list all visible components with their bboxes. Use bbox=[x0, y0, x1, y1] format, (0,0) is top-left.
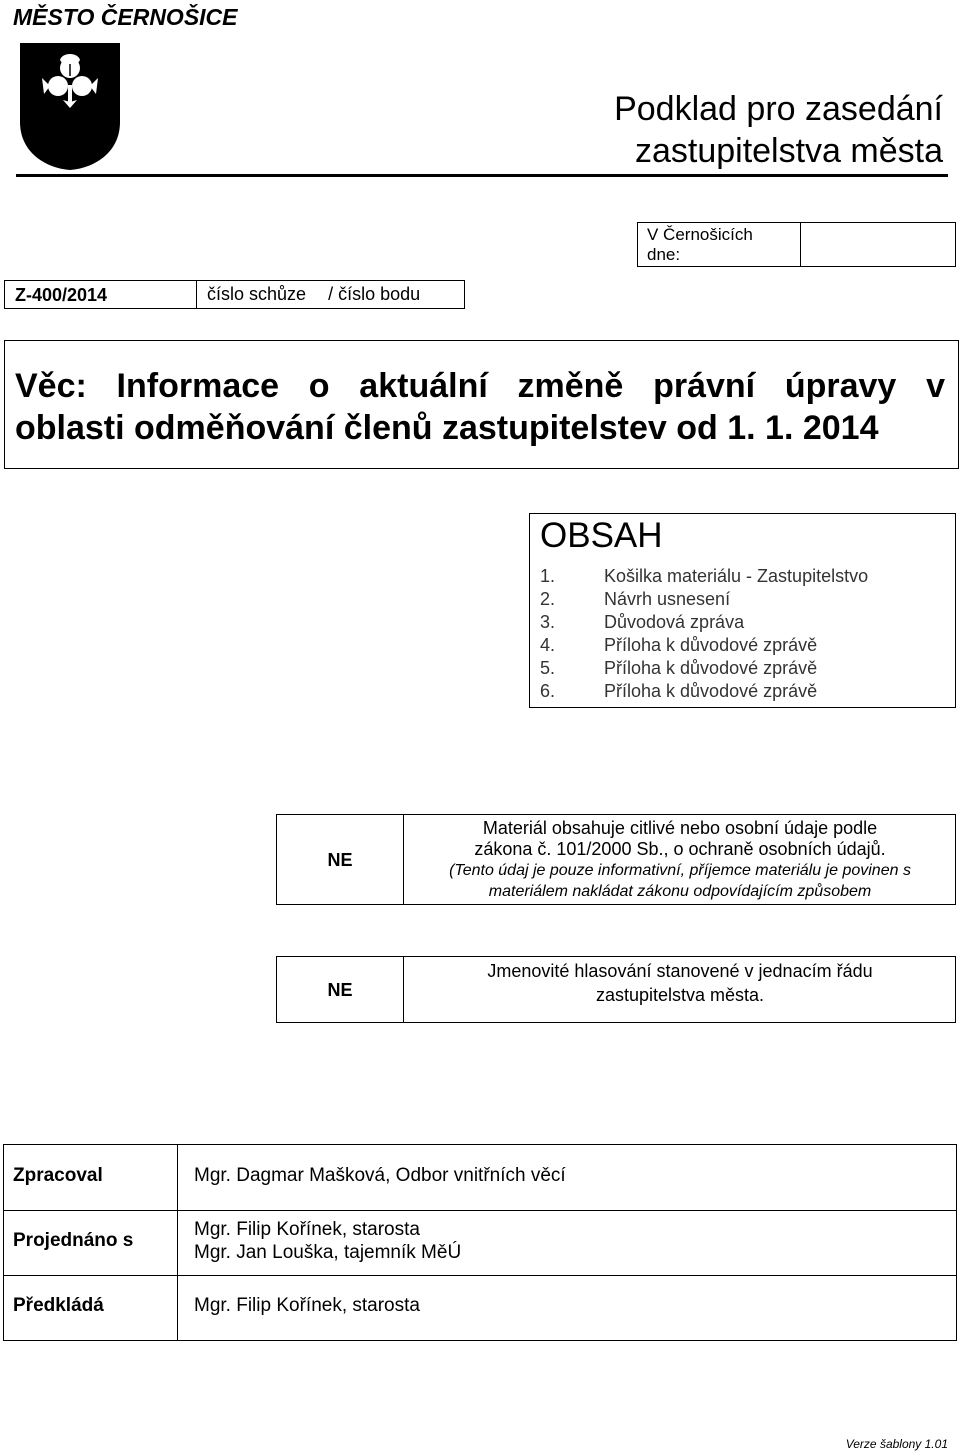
list-item-text: Příloha k důvodové zprávě bbox=[604, 658, 818, 678]
item-label: / číslo bodu bbox=[328, 284, 421, 304]
reference-label bbox=[207, 284, 420, 305]
row-value: Mgr. Filip Kořínek, starosta bbox=[194, 1219, 420, 1240]
coat-of-arms-logo bbox=[17, 40, 123, 172]
subject-text bbox=[15, 365, 945, 449]
date-label-line-2: dne: bbox=[647, 245, 681, 264]
personal-data-note-2: materiálem nakládat zákonu odpovídajícím způsobem bbox=[488, 883, 872, 900]
subject-box bbox=[4, 340, 959, 469]
contents-box bbox=[529, 513, 956, 708]
template-version: Verze šablony 1.01 bbox=[845, 1437, 948, 1451]
list-item-text: Košilka materiálu - Zastupitelstvo bbox=[604, 566, 869, 586]
header-rule bbox=[16, 174, 948, 177]
row-label-discussed-with: Projednáno s bbox=[13, 1230, 134, 1251]
list-item-text: Příloha k důvodové zprávě bbox=[604, 681, 818, 701]
reference-box bbox=[4, 280, 465, 309]
list-item bbox=[540, 658, 940, 680]
row-value: Mgr. Jan Louška, tajemník MěÚ bbox=[194, 1242, 462, 1263]
personal-data-line-1: Materiál obsahuje citlivé nebo osobní údaje podle bbox=[482, 818, 878, 838]
row-label-prepared-by: Zpracoval bbox=[13, 1165, 103, 1186]
meeting-label: číslo schůze bbox=[207, 284, 307, 304]
list-item-number: 5. bbox=[540, 658, 556, 678]
shamrock-icon bbox=[17, 40, 123, 172]
title-line-1: Podklad pro zasedání bbox=[614, 90, 943, 128]
table-row bbox=[4, 1275, 956, 1340]
contents-heading: OBSAH bbox=[540, 516, 663, 555]
named-vote-text bbox=[404, 959, 956, 1007]
row-value: Mgr. Filip Kořínek, starosta bbox=[194, 1295, 420, 1316]
list-item bbox=[540, 681, 940, 703]
date-divider bbox=[800, 223, 801, 266]
responsibility-table bbox=[3, 1144, 957, 1341]
named-vote-flag: NE bbox=[327, 980, 353, 1000]
list-item-text: Důvodová zpráva bbox=[604, 612, 745, 632]
row-value: Mgr. Dagmar Mašková, Odbor vnitřních věcí bbox=[194, 1165, 566, 1186]
meeting-number: Z-400/2014 bbox=[15, 285, 108, 305]
list-item bbox=[540, 566, 940, 588]
subject-line-2: oblasti odměňování členů zastupitelstev od 1. 1. 2014 bbox=[15, 409, 879, 447]
personal-data-line-2: zákona č. 101/2000 Sb., o ochraně osobních údajů. bbox=[474, 839, 886, 859]
contents-list bbox=[540, 566, 940, 706]
list-item-number: 4. bbox=[540, 635, 556, 655]
subject-line-1: Věc: Informace o aktuální změně právní úpravy v bbox=[15, 367, 945, 405]
personal-data-note-1: (Tento údaj je pouze informativní, příjemce materiálu je povinen s bbox=[449, 862, 911, 879]
named-vote-line-1: Jmenovité hlasování stanovené v jednacím řádu bbox=[487, 961, 873, 981]
list-item-number: 2. bbox=[540, 589, 556, 609]
table-row bbox=[4, 1145, 956, 1210]
list-item-text: Návrh usnesení bbox=[604, 589, 731, 609]
personal-data-text bbox=[404, 818, 956, 902]
city-name: MĚSTO ČERNOŠICE bbox=[13, 4, 238, 30]
list-item-number: 1. bbox=[540, 566, 556, 586]
list-item-number: 3. bbox=[540, 612, 556, 632]
reference-divider bbox=[196, 281, 197, 308]
named-vote-line-2: zastupitelstva města. bbox=[595, 985, 765, 1005]
list-item bbox=[540, 589, 940, 611]
list-item bbox=[540, 612, 940, 634]
table-row bbox=[4, 1210, 956, 1275]
list-item bbox=[540, 635, 940, 657]
personal-data-box bbox=[276, 814, 956, 905]
personal-data-flag: NE bbox=[327, 850, 353, 870]
title-line-2: zastupitelstva města bbox=[634, 132, 943, 170]
list-item-text: Příloha k důvodové zprávě bbox=[604, 635, 818, 655]
date-label bbox=[647, 225, 753, 265]
named-vote-box bbox=[276, 956, 956, 1023]
date-box bbox=[637, 222, 956, 267]
date-label-line-1: V Černošicích bbox=[647, 225, 753, 244]
row-label-submitted-by: Předkládá bbox=[13, 1295, 104, 1316]
list-item-number: 6. bbox=[540, 681, 556, 701]
page-title bbox=[614, 88, 943, 172]
